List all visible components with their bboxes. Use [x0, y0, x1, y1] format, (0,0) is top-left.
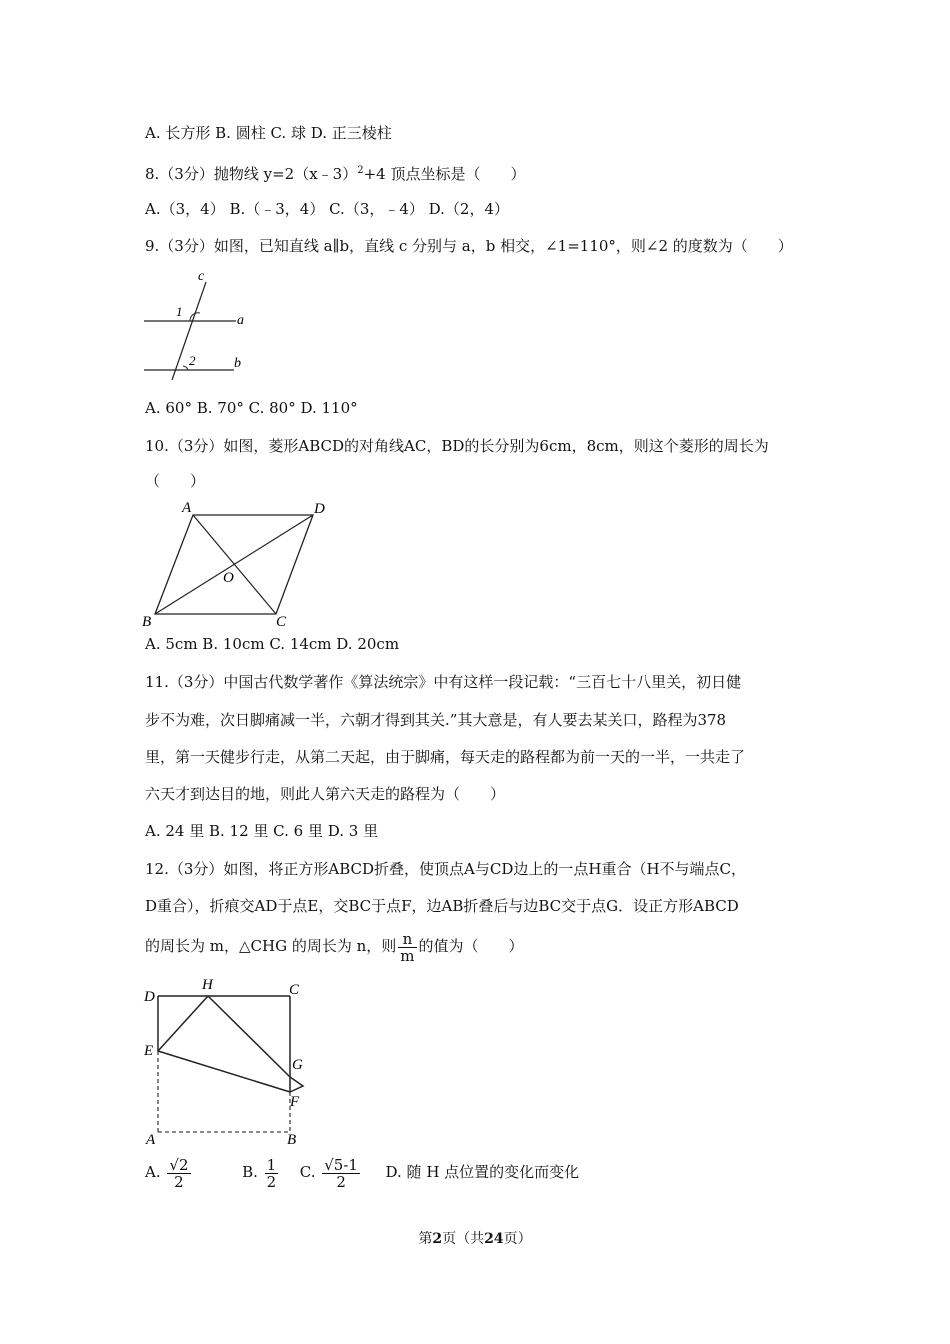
q12-line-3 [145, 930, 524, 964]
fraction-n-over-m: $\frac{n}{m}$ [400, 929, 415, 965]
label-O: O [223, 570, 234, 586]
q12-options [145, 1150, 579, 1194]
label-B: B [142, 614, 152, 630]
q11-options: A. 24 里 B. 12 里 C. 6 里 D. 3 里 [145, 822, 379, 840]
label-D: D [144, 989, 155, 1005]
label-c: c [198, 269, 205, 284]
q10-stem: 10.（3分）如图，菱形ABCD的对角线AC，BD的长分别为6cm，8cm，则这个菱形的周长为 [145, 437, 769, 455]
q8-stem-post: +4 顶点坐标是（ ） [363, 165, 526, 183]
q12-line-3-pre: 的周长为 m，△CHG 的周长为 n，则 [145, 937, 397, 955]
q10-figure [138, 494, 338, 632]
q10-options: A. 5cm B. 10cm C. 14cm D. 20cm [145, 635, 400, 653]
label-H: H [202, 977, 213, 993]
q12-option-b-value: $\frac{1}{2}$ [266, 1155, 277, 1191]
q12-option-b-label: B. [242, 1163, 258, 1181]
q12-option-c-value: $\frac{√5-1}{2}$ [324, 1155, 358, 1191]
label-F: F [290, 1094, 300, 1110]
q12-option-a-label: A. [145, 1163, 161, 1181]
q10-stem-paren: （ ） [145, 472, 206, 490]
label-A: A [182, 500, 192, 516]
q11-line-3: 里，第一天健步行走，从第二天起，由于脚痛，每天走的路程都为前一天的一半，一共走了 [145, 748, 746, 766]
q9-options: A. 60° B. 70° C. 80° D. 110° [145, 399, 358, 417]
page-total: 24 [484, 1231, 504, 1247]
q12-option-d: D. 随 H 点位置的变化而变化 [385, 1163, 580, 1181]
label-G: G [292, 1057, 303, 1073]
label-B: B [287, 1132, 297, 1148]
q7-options: A. 长方形 B. 圆柱 C. 球 D. 正三棱柱 [145, 124, 392, 142]
q12-figure [140, 972, 320, 1152]
q12-option-a-value: $\frac{√2}{2}$ [169, 1155, 189, 1191]
q12-line-2: D重合），折痕交AD于点E，交BC于点F，边AB折叠后与边BC交于点G．设正方形ABCD [145, 897, 739, 915]
q8-stem-pre: 8.（3分）抛物线 y=2（x﹣3） [145, 165, 358, 183]
page-number: 2 [432, 1231, 443, 1247]
label-b: b [234, 356, 241, 371]
label-1: 1 [176, 304, 183, 319]
folded-corner [290, 1077, 303, 1092]
q12-option-c-label: C. [299, 1163, 316, 1181]
q12-line-1: 12.（3分）如图，将正方形ABCD折叠，使顶点A与CD边上的一点H重合（H不与端点C， [145, 860, 747, 878]
q9-figure [140, 266, 260, 386]
q8-exponent: 2 [357, 165, 364, 176]
q8-options: A.（3，4） B.（﹣3，4） C.（3，﹣4） D.（2，4） [145, 200, 510, 218]
q11-line-2: 步不为难，次日脚痛减一半，六朝才得到其关.”其大意是，有人要去某关口，路程为378 [145, 711, 727, 729]
q8-stem [145, 161, 525, 184]
q11-line-4: 六天才到达目的地，则此人第六天走的路程为（ ） [145, 785, 506, 803]
page-footer: 第2页（共24页） [418, 1231, 532, 1247]
q9-stem: 9.（3分）如图，已知直线 a∥b，直线 c 分别与 a，b 相交，∠1=110°，则∠2 的度数为（ ） [145, 237, 793, 255]
angle-2-arc [183, 366, 188, 370]
fold-hg [208, 996, 290, 1077]
diagonal-bd [155, 515, 313, 614]
label-E: E [144, 1043, 154, 1059]
label-a: a [237, 313, 244, 328]
label-D: D [314, 501, 325, 517]
fold-eh [158, 996, 208, 1051]
label-C: C [276, 614, 287, 630]
label-2: 2 [189, 353, 196, 368]
label-A: A [146, 1132, 156, 1148]
label-C: C [289, 982, 300, 998]
q12-line-3-post: 的值为（ ） [418, 937, 524, 955]
q11-line-1: 11.（3分）中国古代数学著作《算法统宗》中有这样一段记载：“三百七十八里关，初日健 [145, 673, 742, 691]
